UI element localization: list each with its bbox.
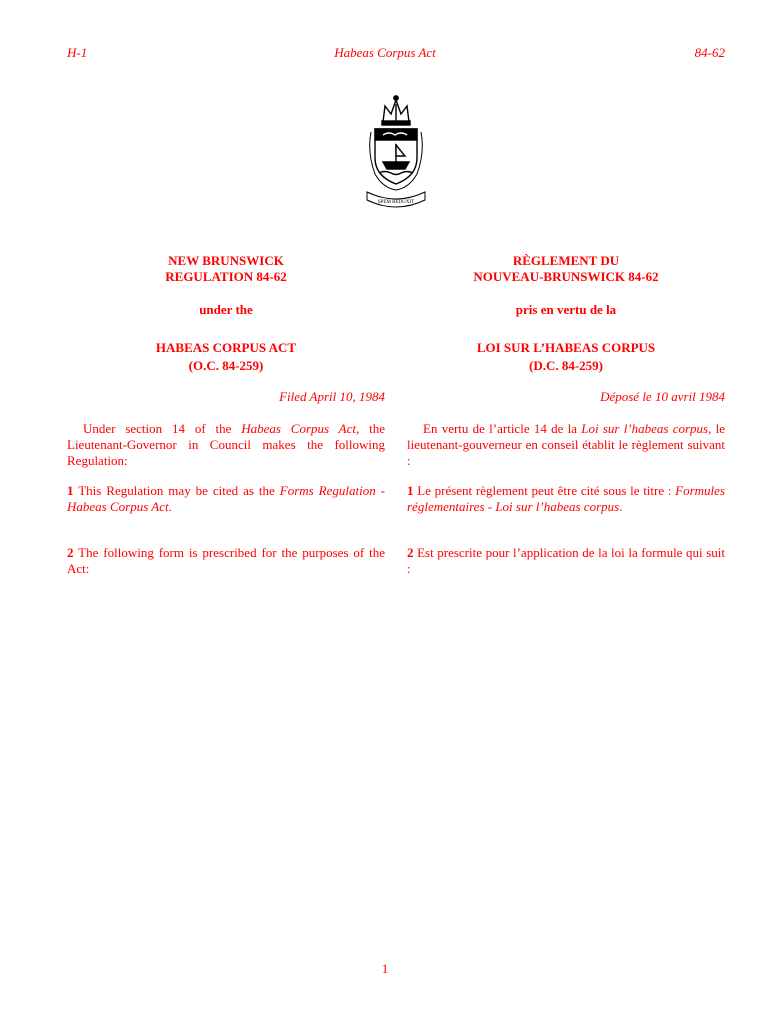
en-section-1-number: 1 [67, 483, 74, 498]
en-intro-paragraph: Under section 14 of the Habeas Corpus Act, the Lieutenant-Governor in Council makes the following Regulation: [67, 421, 385, 468]
en-title-line1: NEW BRUNSWICK [168, 253, 284, 268]
motto-ribbon [367, 192, 425, 207]
header-right: 84-62 [694, 45, 725, 60]
page-number: 1 [381, 961, 389, 976]
fr-filed: Déposé le 10 avril 1984 [600, 389, 725, 404]
fr-intro-act-title: Loi sur l’habeas corpus [581, 421, 709, 436]
header-left: H-1 [67, 45, 88, 60]
fr-act-name: LOI SUR L’HABEAS CORPUS [476, 340, 656, 355]
en-section-2-number: 2 [67, 545, 74, 560]
en-section-2: 2 The following form is prescribed for the purposes of the Act: [67, 545, 385, 576]
fr-section-1-title: Formules réglementaires - Loi sur l’habeas corpus [407, 483, 725, 514]
fr-section-2-number: 2 [407, 545, 414, 560]
coat-of-arms-emblem [363, 92, 429, 216]
en-filed: Filed April 10, 1984 [279, 389, 385, 404]
en-intro-act-title: Habeas Corpus Act [241, 421, 357, 436]
en-section-1-title: Forms Regulation - Habeas Corpus Act [67, 483, 385, 514]
fr-section-1-number: 1 [407, 483, 414, 498]
motto-text: SPEM REDUXIT [377, 200, 415, 205]
fr-title-line1: RÈGLEMENT DU [512, 253, 620, 268]
crown-icon [382, 96, 410, 125]
shield-icon [375, 129, 417, 184]
en-under: under the [199, 302, 253, 317]
fr-section-2: 2 Est prescrite pour l’application de la loi la formule qui suit : [407, 545, 725, 576]
fr-order: (D.C. 84-259) [528, 358, 603, 373]
fr-under: pris en vertu de la [515, 302, 617, 317]
fr-intro-paragraph: En vertu de l’article 14 de la Loi sur l’habeas corpus, le lieutenant-gouverneur en conseil établit le règlement suivant : [407, 421, 725, 468]
header-center: Habeas Corpus Act [334, 45, 436, 60]
en-act-name: HABEAS CORPUS ACT [155, 340, 297, 355]
fr-title-line2: NOUVEAU-BRUNSWICK 84-62 [473, 269, 659, 284]
en-section-1: 1 This Regulation may be cited as the Forms Regulation - Habeas Corpus Act. [67, 483, 385, 514]
en-order: (O.C. 84-259) [188, 358, 264, 373]
fr-section-1: 1 Le présent règlement peut être cité sous le titre : Formules réglementaires - Loi sur l’habeas corpus. [407, 483, 725, 514]
en-title-line2: REGULATION 84-62 [165, 269, 287, 284]
